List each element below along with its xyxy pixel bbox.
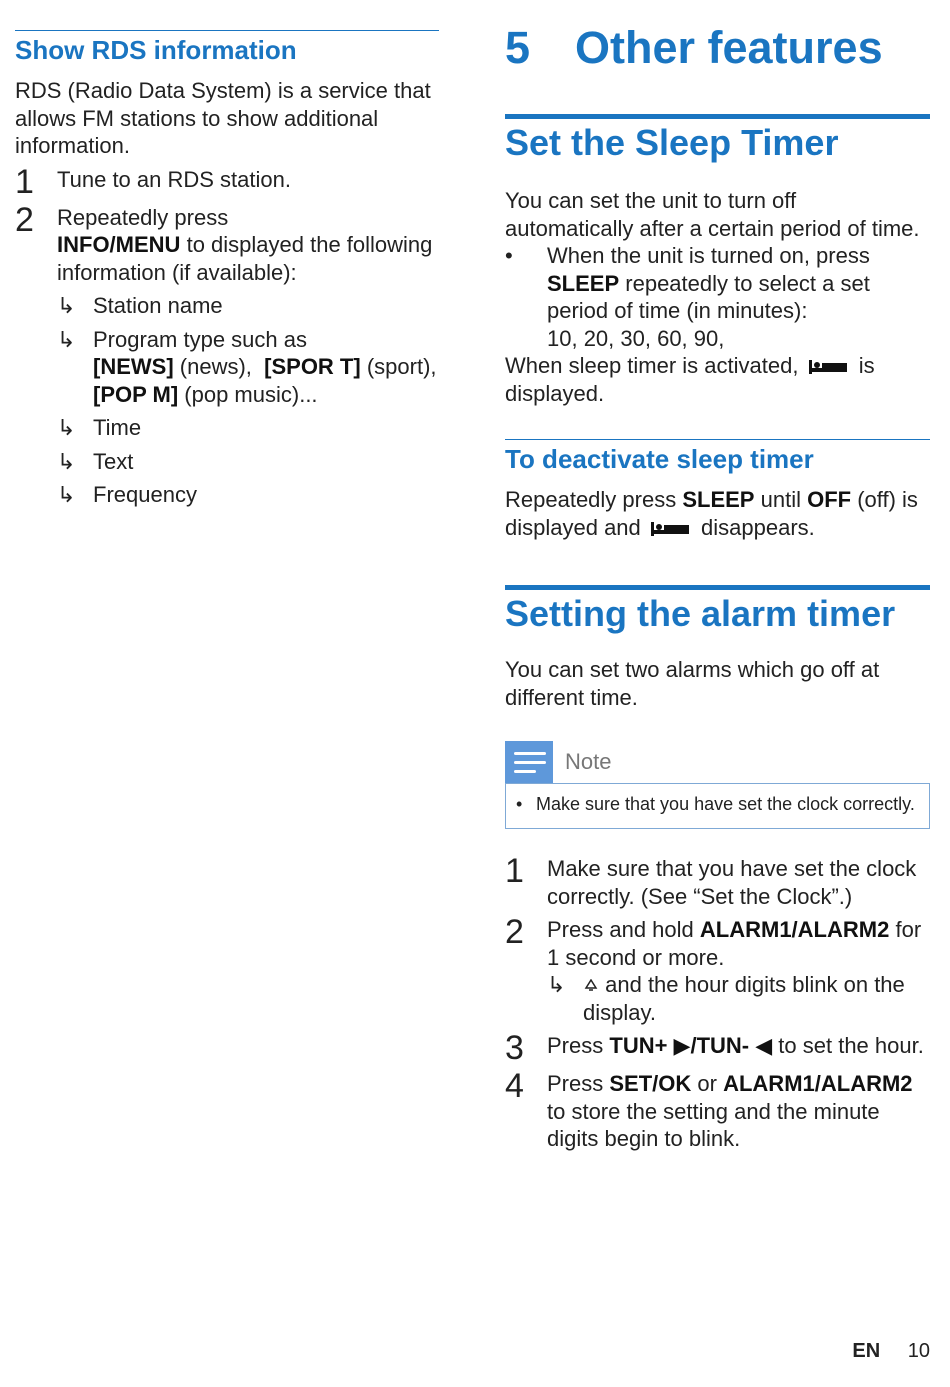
other-features-section xyxy=(505,20,930,1153)
note-box: • Make sure that you have set the clock correctly. xyxy=(505,783,930,829)
arrow-icon: ↳ xyxy=(57,415,76,440)
sleep-icon xyxy=(651,522,691,536)
note-icon xyxy=(505,741,553,783)
alarm-step-2: 2 Press and hold ALARM1/ALARM2 for 1 second or more. ↳ and the hour digits blink on the display. xyxy=(505,913,922,1025)
chapter-title: 5 Other features xyxy=(505,22,883,73)
section-rule xyxy=(15,30,439,31)
sleep-activated: When sleep timer is activated, is displayed. xyxy=(505,353,875,406)
sleep-heading: Set the Sleep Timer xyxy=(505,122,839,163)
deactivate-text: Repeatedly press SLEEP until OFF (off) is displayed and disappears. xyxy=(505,487,918,540)
section-rule xyxy=(505,439,930,440)
info-menu-key: INFO/MENU xyxy=(57,232,181,257)
page-number: 10 xyxy=(907,1340,930,1362)
rds-heading: Show RDS information xyxy=(15,35,297,65)
page-footer xyxy=(852,1340,930,1363)
alarm-intro: You can set two alarms which go off at different time. xyxy=(505,657,880,710)
section-rule xyxy=(505,585,930,590)
language-label: EN xyxy=(852,1340,881,1362)
sleep-icon xyxy=(809,360,849,374)
sleep-bullet: • When the unit is turned on, press SLEEP repeatedly to select a set period of time (in minutes): 10, 20, 30, 60, 90, xyxy=(505,243,870,351)
alarm-heading: Setting the alarm timer xyxy=(505,593,896,634)
deactivate-heading: To deactivate sleep timer xyxy=(505,444,814,474)
alarm-step-1: 1 Make sure that you have set the clock correctly. (See “Set the Clock”.) xyxy=(505,852,917,909)
sleep-intro: You can set the unit to turn off automatically after a certain period of time. xyxy=(505,188,920,241)
arrow-icon: ↳ xyxy=(57,448,76,474)
alarm-bell-icon xyxy=(583,979,599,993)
rds-item-frequency: ↳ Frequency xyxy=(57,482,197,507)
alarm-step-3: 3 Press TUN+ ▶/TUN- ◀ to set the hour. xyxy=(505,1029,924,1067)
section-rule xyxy=(505,114,930,119)
rds-step-2: 2 Repeatedly press INFO/MENU to displayed the following information (if available): xyxy=(15,200,433,285)
alarm-step-4: 4 Press SET/OK or ALARM1/ALARM2 to store the setting and the minute digits begin to blink. xyxy=(505,1067,913,1151)
sleep-key: SLEEP xyxy=(547,270,620,296)
rds-item-station: ↳ Station name xyxy=(57,293,223,318)
note-block xyxy=(505,741,930,829)
note-text: Make sure that you have set the clock correctly. xyxy=(536,794,915,814)
arrow-icon: ↳ xyxy=(57,293,76,318)
rds-step-1: 1 Tune to an RDS station. xyxy=(15,162,291,201)
rds-item-text: ↳ Text xyxy=(57,448,134,474)
arrow-icon: ↳ xyxy=(57,482,76,507)
rds-item-program: ↳ Program type such as [NEWS] (news), [SPOR T] (sport), [POP M] (pop music)... xyxy=(57,326,437,407)
arrow-icon: ↳ xyxy=(57,326,76,352)
rds-section xyxy=(15,30,439,509)
rds-item-time: ↳ Time xyxy=(57,415,142,440)
note-title: Note xyxy=(565,749,612,774)
rds-intro: RDS (Radio Data System) is a service that allows FM stations to show additional information. xyxy=(15,78,431,158)
arrow-icon: ↳ xyxy=(547,972,566,997)
